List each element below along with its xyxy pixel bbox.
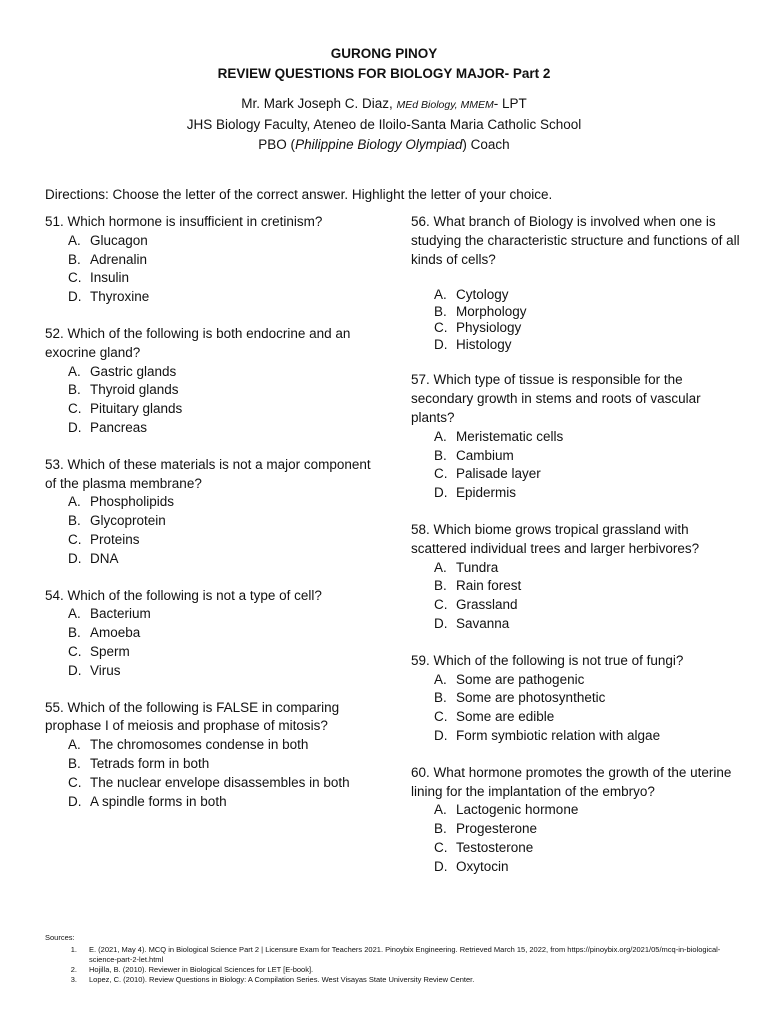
answer-option[interactable] — [434, 708, 741, 727]
option-letter[interactable]: A. — [434, 671, 447, 687]
sources-list — [45, 945, 745, 985]
option-letter[interactable]: A. — [68, 363, 81, 379]
document-header — [0, 44, 768, 155]
answer-option[interactable] — [434, 304, 741, 321]
answer-option[interactable] — [434, 337, 741, 354]
option-letter[interactable]: D. — [68, 550, 82, 566]
answer-option[interactable] — [68, 793, 375, 812]
pbo-prefix: PBO ( — [258, 137, 296, 152]
answer-option[interactable] — [434, 287, 741, 304]
answer-option[interactable] — [68, 251, 375, 270]
option-text: Savanna — [456, 615, 510, 631]
option-letter[interactable]: C. — [434, 320, 448, 336]
answer-option[interactable] — [434, 615, 741, 634]
directions: Directions: Choose the letter of the correct answer. Highlight the letter of your choice. — [45, 187, 553, 202]
option-text: Lactogenic hormone — [456, 802, 579, 818]
answer-option[interactable] — [434, 801, 741, 820]
option-text: Physiology — [456, 320, 522, 336]
question-stem: 53. Which of these materials is not a major component of the plasma membrane? — [45, 456, 371, 491]
question-block — [411, 764, 741, 877]
option-letter[interactable]: B. — [434, 578, 447, 594]
source-text: E. (2021, May 4). MCQ in Biological Science Part 2 | Licensure Exam for Teachers 2021. Pinoybix Engineering. Retrieved March 15, 2022, from https://pinoybix.org/2021/05/mcq-in-biological-science-part-2-let.html — [89, 945, 721, 964]
option-letter[interactable]: D. — [68, 419, 82, 435]
answer-option[interactable] — [68, 269, 375, 288]
option-text: Some are edible — [456, 709, 555, 725]
source-item — [45, 965, 745, 975]
question-block — [411, 521, 741, 634]
question-stem: 56. What branch of Biology is involved when one is studying the characteristic structure and functions of all kinds of cells? — [411, 214, 740, 267]
option-text: Pancreas — [90, 419, 148, 435]
option-text: Bacterium — [90, 606, 151, 622]
option-letter[interactable]: A. — [68, 494, 81, 510]
answer-option[interactable] — [434, 428, 741, 447]
option-text: The chromosomes condense in both — [90, 737, 309, 753]
affiliation-line: JHS Biology Faculty, Ateneo de Iloilo-Santa Maria Catholic School — [186, 117, 582, 132]
answer-option[interactable] — [68, 624, 375, 643]
option-text: Amoeba — [90, 625, 141, 641]
option-letter[interactable]: C. — [68, 401, 82, 417]
option-letter[interactable]: B. — [434, 821, 447, 837]
answer-option[interactable] — [434, 689, 741, 708]
answer-options — [45, 493, 375, 568]
question-stem: 57. Which type of tissue is responsible for the secondary growth in stems and roots of vascular plants? — [411, 372, 701, 425]
option-letter[interactable]: B. — [68, 513, 81, 529]
question-stem: 55. Which of the following is FALSE in comparing prophase I of meiosis and prophase of mitosis? — [45, 699, 340, 734]
answer-options — [411, 559, 741, 634]
option-letter[interactable]: C. — [434, 466, 448, 482]
answer-option[interactable] — [434, 577, 741, 596]
answer-option[interactable] — [434, 484, 741, 503]
option-letter[interactable]: D. — [68, 662, 82, 678]
questions-column-left — [45, 213, 375, 811]
answer-options — [411, 671, 741, 746]
source-number: 1. — [70, 945, 77, 954]
answer-option[interactable] — [68, 363, 375, 382]
sources-label: Sources: — [45, 933, 75, 942]
document-subtitle: REVIEW QUESTIONS FOR BIOLOGY MAJOR- Part 2 — [217, 66, 551, 81]
option-text: Grassland — [456, 597, 518, 613]
option-text: Rain forest — [456, 578, 522, 594]
pbo-suffix: ) Coach — [462, 137, 510, 152]
option-letter[interactable]: D. — [434, 858, 448, 874]
pbo-italic: Philippine Biology Olympiad — [295, 137, 463, 152]
option-letter[interactable]: B. — [434, 303, 447, 319]
question-stem: 51. Which hormone is insufficient in cretinism? — [45, 214, 323, 229]
option-text: Some are photosynthetic — [456, 690, 606, 706]
answer-option[interactable] — [434, 820, 741, 839]
question-block — [45, 456, 375, 569]
option-text: Thyroxine — [90, 289, 150, 305]
option-letter[interactable]: B. — [434, 690, 447, 706]
answer-option[interactable] — [434, 465, 741, 484]
option-text: Virus — [90, 662, 121, 678]
option-text: Histology — [456, 336, 512, 352]
option-letter[interactable]: A. — [68, 232, 81, 248]
author-name: Mr. Mark Joseph C. Diaz, — [241, 96, 393, 111]
answer-option[interactable] — [434, 839, 741, 858]
question-block — [411, 213, 741, 353]
question-block — [45, 699, 375, 812]
answer-options — [411, 287, 741, 353]
pbo-line — [0, 135, 768, 155]
answer-option[interactable] — [68, 736, 375, 755]
question-block — [45, 587, 375, 681]
option-text: Sperm — [90, 643, 130, 659]
option-text: Pituitary glands — [90, 401, 183, 417]
answer-option[interactable] — [68, 755, 375, 774]
option-letter[interactable]: D. — [434, 727, 448, 743]
option-text: DNA — [90, 550, 119, 566]
answer-options — [45, 605, 375, 680]
answer-option[interactable] — [434, 596, 741, 615]
option-letter[interactable]: D. — [434, 485, 448, 501]
option-text: Meristematic cells — [456, 428, 564, 444]
question-stem: 54. Which of the following is not a type of cell? — [45, 587, 322, 603]
option-text: Tundra — [456, 559, 499, 575]
option-letter[interactable]: A. — [68, 737, 81, 753]
option-text: Morphology — [456, 303, 527, 319]
source-item — [45, 975, 745, 985]
sources-section — [45, 933, 745, 985]
option-text: Cytology — [456, 287, 509, 303]
answer-option[interactable] — [68, 493, 375, 512]
question-stem: 52. Which of the following is both endocrine and an exocrine gland? — [45, 325, 351, 360]
option-text: Cambium — [456, 447, 514, 463]
question-stem: 58. Which biome grows tropical grassland with scattered individual trees and larger herbivores? — [411, 521, 700, 556]
question-block — [45, 213, 375, 307]
answer-option[interactable] — [68, 605, 375, 624]
option-text: The nuclear envelope disassembles in both — [90, 774, 350, 790]
option-letter[interactable]: A. — [434, 559, 447, 575]
option-letter[interactable]: B. — [68, 755, 81, 771]
option-text: Gastric glands — [90, 363, 177, 379]
source-text: Hojilla, B. (2010). Reviewer in Biological Sciences for LET [E-book]. — [89, 965, 314, 974]
option-letter[interactable]: B. — [434, 447, 447, 463]
answer-options — [411, 428, 741, 503]
author-degree: MEd Biology, MMEM — [396, 99, 494, 111]
answer-option[interactable] — [434, 727, 741, 746]
answer-option[interactable] — [68, 419, 375, 438]
questions-column-right — [411, 213, 741, 877]
option-letter[interactable]: C. — [434, 597, 448, 613]
option-text: Progesterone — [456, 821, 538, 837]
option-text: A spindle forms in both — [90, 793, 227, 809]
answer-option[interactable] — [68, 774, 375, 793]
question-stem: 59. Which of the following is not true of fungi? — [411, 652, 684, 668]
answer-option[interactable] — [68, 531, 375, 550]
option-letter[interactable]: D. — [434, 615, 448, 631]
option-text: Form symbiotic relation with algae — [456, 727, 661, 743]
option-text: Adrenalin — [90, 251, 148, 267]
option-letter[interactable]: C. — [68, 643, 82, 659]
option-text: Glycoprotein — [90, 513, 166, 529]
answer-options — [45, 736, 375, 811]
answer-options — [45, 363, 375, 438]
option-letter[interactable]: B. — [68, 382, 81, 398]
option-letter[interactable]: A. — [68, 606, 81, 622]
option-letter[interactable]: A. — [434, 802, 447, 818]
option-text: Glucagon — [90, 232, 148, 248]
answer-option[interactable] — [68, 662, 375, 681]
answer-option[interactable] — [68, 288, 375, 307]
option-letter[interactable]: C. — [434, 709, 448, 725]
option-letter[interactable]: D. — [68, 289, 82, 305]
answer-option[interactable] — [68, 232, 375, 251]
answer-option[interactable] — [68, 400, 375, 419]
answer-options — [45, 232, 375, 307]
option-letter[interactable]: D. — [434, 336, 448, 352]
option-letter[interactable]: C. — [68, 531, 82, 547]
answer-option[interactable] — [68, 550, 375, 569]
source-text: Lopez, C. (2010). Review Questions in Biology: A Compilation Series. West Visayas State University Review Center. — [89, 975, 475, 984]
author-line — [0, 94, 768, 115]
org-title: GURONG PINOY — [330, 46, 438, 61]
source-number: 2. — [70, 965, 77, 974]
answer-option[interactable] — [434, 559, 741, 578]
answer-option[interactable] — [434, 858, 741, 877]
author-suffix: - LPT — [493, 96, 527, 111]
option-text: Palisade layer — [456, 466, 541, 482]
question-block — [411, 652, 741, 746]
option-text: Testosterone — [456, 839, 534, 855]
option-text: Thyroid glands — [90, 382, 179, 398]
option-text: Phospholipids — [90, 494, 175, 510]
option-text: Tetrads form in both — [90, 755, 210, 771]
option-letter[interactable]: B. — [68, 251, 81, 267]
answer-option[interactable] — [68, 381, 375, 400]
option-text: Some are pathogenic — [456, 671, 585, 687]
answer-option[interactable] — [68, 643, 375, 662]
source-item — [45, 945, 745, 965]
option-letter[interactable]: C. — [68, 270, 82, 286]
option-text: Oxytocin — [456, 858, 509, 874]
option-letter[interactable]: A. — [434, 428, 447, 444]
option-text: Proteins — [90, 531, 140, 547]
option-text: Epidermis — [456, 485, 517, 501]
option-letter[interactable]: D. — [68, 793, 82, 809]
option-text: Insulin — [90, 270, 130, 286]
answer-option[interactable] — [434, 320, 741, 337]
answer-option[interactable] — [434, 671, 741, 690]
answer-option[interactable] — [68, 512, 375, 531]
option-letter[interactable]: C. — [68, 774, 82, 790]
question-block — [411, 371, 741, 503]
source-number: 3. — [70, 975, 77, 984]
option-letter[interactable]: B. — [68, 625, 81, 641]
question-stem: 60. What hormone promotes the growth of the uterine lining for the implantation of the embryo? — [411, 764, 732, 799]
answer-option[interactable] — [434, 447, 741, 466]
question-block — [45, 325, 375, 438]
answer-options — [411, 801, 741, 876]
option-letter[interactable]: C. — [434, 839, 448, 855]
option-letter[interactable]: A. — [434, 287, 447, 303]
